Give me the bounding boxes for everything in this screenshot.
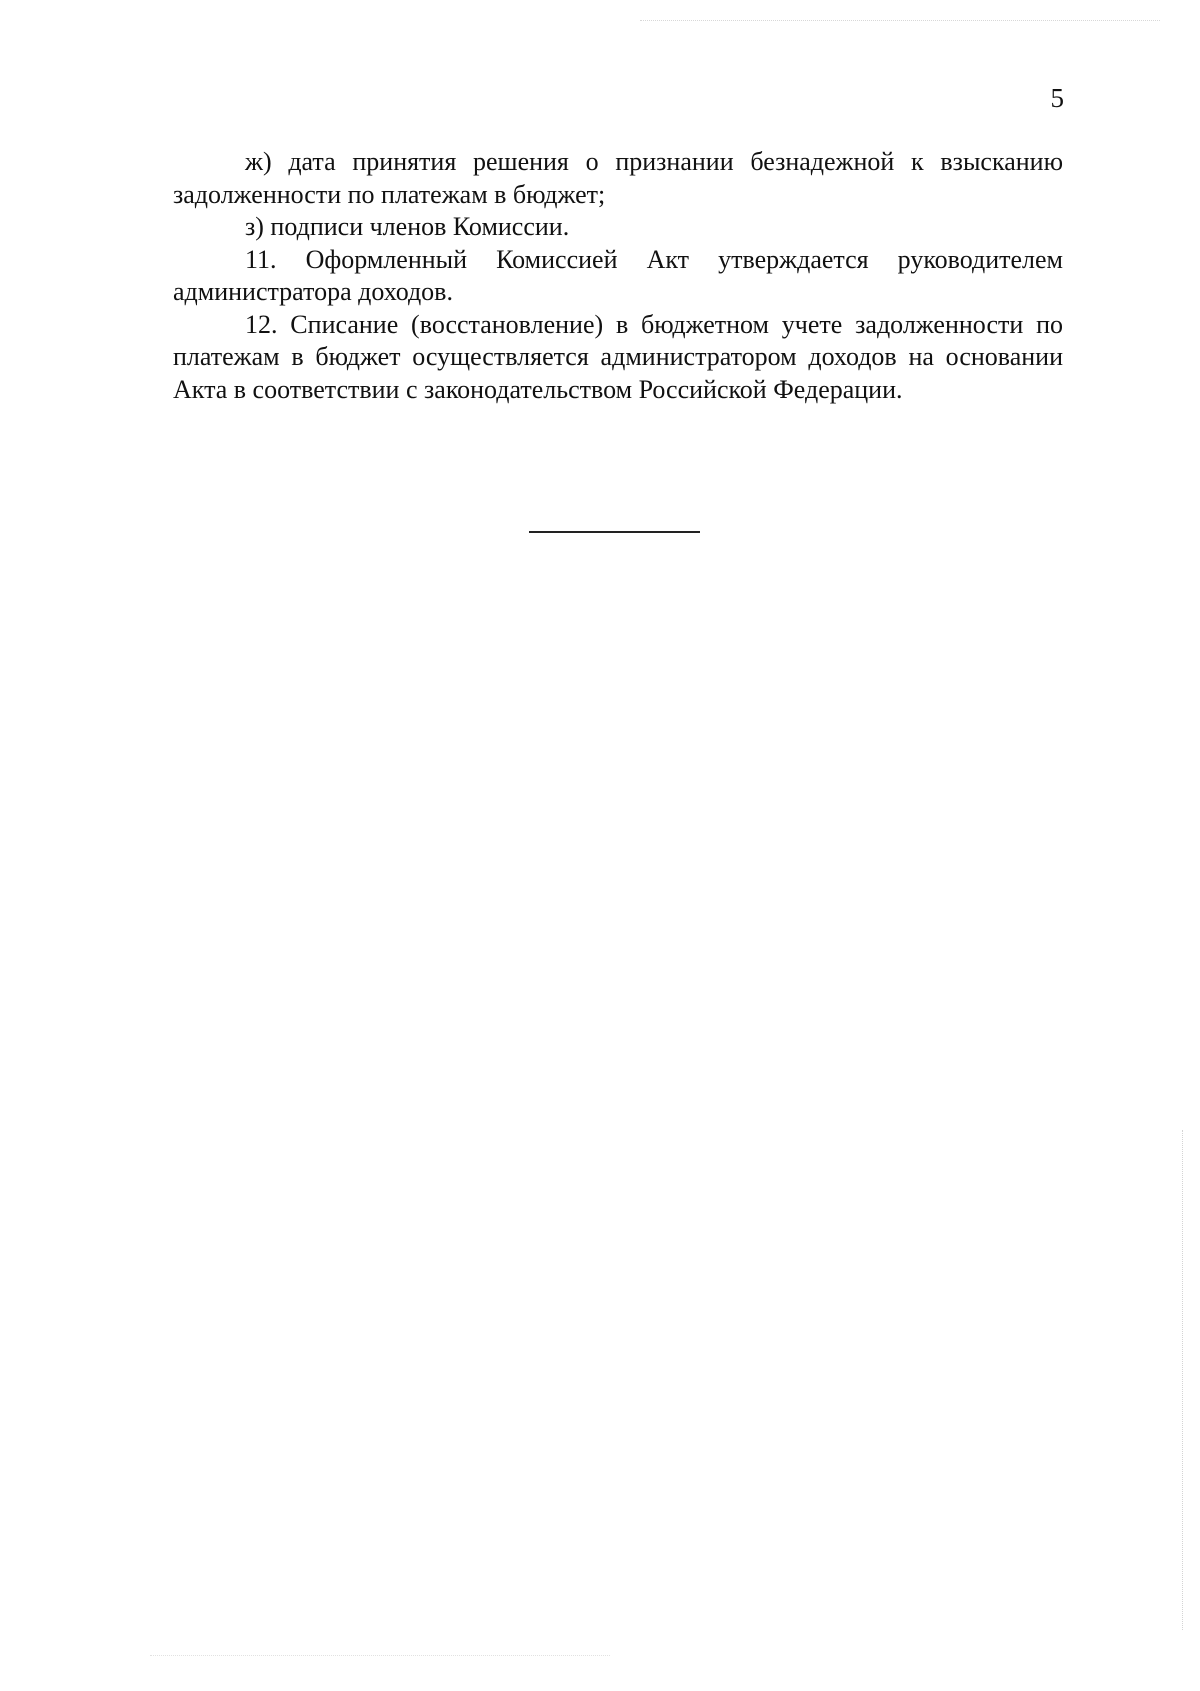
paragraph-item-zh: ж) дата принятия решения о признании безнадежной к взысканию задолженности по платежам в бюджет; (173, 147, 1063, 209)
end-separator-line (529, 531, 700, 533)
scan-artifact-right (1182, 1130, 1183, 1630)
scan-artifact-bottom (150, 1655, 610, 1676)
paragraph-clause-12: 12. Списание (восстановление) в бюджетном учете задолженности по платежам в бюджет осуществляется администратором доходов на основании Акта в соответствии с законодательством Российской Федерации. (173, 309, 1063, 404)
paragraph-item-z: з) подписи членов Комиссии. (245, 212, 570, 241)
page-number: 5 (1050, 83, 1064, 113)
paragraph-clause-11: 11. Оформленный Комиссией Акт утверждается руководителем администратора доходов. (173, 244, 1063, 306)
scan-artifact-top (640, 20, 1160, 21)
document-body (173, 146, 1063, 406)
